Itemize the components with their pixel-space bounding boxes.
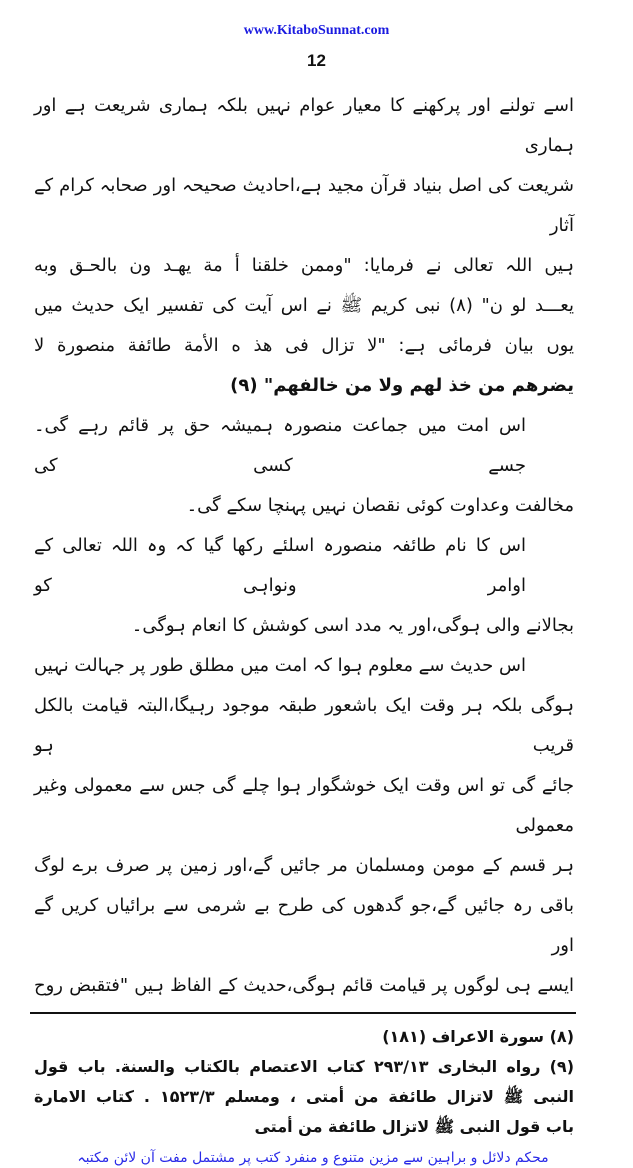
body-line: شریعت کی اصل بنیاد قرآن مجید ہے،احادیث صحیحہ اور صحابہ کرام کے آثار [34, 175, 574, 236]
body-line: یعـــد لو ن" (۸) نبی کریم ﷺ نے اس آیت کی تفسیر ایک حدیث میں [34, 295, 574, 316]
footnote: (۹) رواه البخاری ۲۹۳/۱۳ كتاب الاعتصام بالكتاب والسنة. باب قول [34, 1057, 574, 1076]
site-url: www.KitaboSunnat.com [243, 23, 390, 38]
watermark-text: محکم دلائل و براہین سے مزین متنوع و منفرد کتب پر مشتمل مفت آن لائن مکتبہ [77, 1150, 549, 1166]
body-line: مخالفت وعداوت کوئی نقصان نہیں پہنچا سکے گی۔ [186, 495, 574, 516]
body-line: بجالانے والی ہوگی،اور یہ مدد اسی کوشش کا انعام ہوگی۔ [131, 615, 574, 636]
body-line: اسے تولنے اور پرکھنے کا معیار عوام نہیں بلکہ ہماری شریعت ہے اور ہماری [34, 95, 574, 156]
body-line: اس امت میں جماعت منصورہ ہمیشہ حق پر قائم رہے گی۔ جسے کسی کی [34, 415, 526, 476]
body-line: ہر قسم کے مومن ومسلمان مر جائیں گے،اور زمین پر صرف برے لوگ [34, 855, 574, 876]
page-number: 12 [307, 51, 326, 70]
page-body [34, 86, 574, 1142]
footnote: باب قول النبی ﷺ لاتزال طائفة من أمتی [254, 1117, 574, 1136]
body-line: اس کا نام طائفہ منصورہ اسلئے رکھا گیا کہ وہ اللہ تعالی کے اوامر ونواہی کو [34, 535, 526, 596]
body-line: جائے گی تو اس وقت ایک خوشگوار ہوا چلے گی جس سے معمولی وغیر معمولی [34, 775, 574, 836]
footnotes [34, 1022, 574, 1142]
body-line: ہیں اللہ تعالی نے فرمایا: "وممن خلقنا أ مة یھـد ون بالحـق وبه [34, 255, 574, 276]
body-line: ہوگی بلکہ ہر وقت ایک باشعور طبقہ موجود رہیگا،البتہ قیامت بالکل قریب ہو [34, 695, 574, 756]
body-line: ایسے ہی لوگوں پر قیامت قائم ہوگی،حدیث کے الفاظ ہیں "فتقبض روح [34, 975, 574, 996]
body-line: اس حدیث سے معلوم ہوا کہ امت میں مطلق طور پر جہالت نہیں [34, 655, 526, 676]
body-line: یضرھم من خذ لھم ولا من خالفھم" (۹) [230, 375, 574, 396]
body-line: باقی رہ جائیں گے،جو گدھوں کی طرح بے شرمی سے برائیاں کریں گے اور [34, 895, 574, 956]
body-line: یوں بیان فرمائی ہے: "لا تزال فی هذ ه الأمة طائفة منصورة لا [34, 335, 574, 356]
footnote-divider [30, 1012, 576, 1014]
footnote: النبی ﷺ لاتزال طائفة من أمتی ، ومسلم ۱۵۲۳/۳ . كتاب الامارة [34, 1087, 574, 1106]
footnote: (۸) سورة الاعراف (۱۸۱) [382, 1027, 574, 1046]
